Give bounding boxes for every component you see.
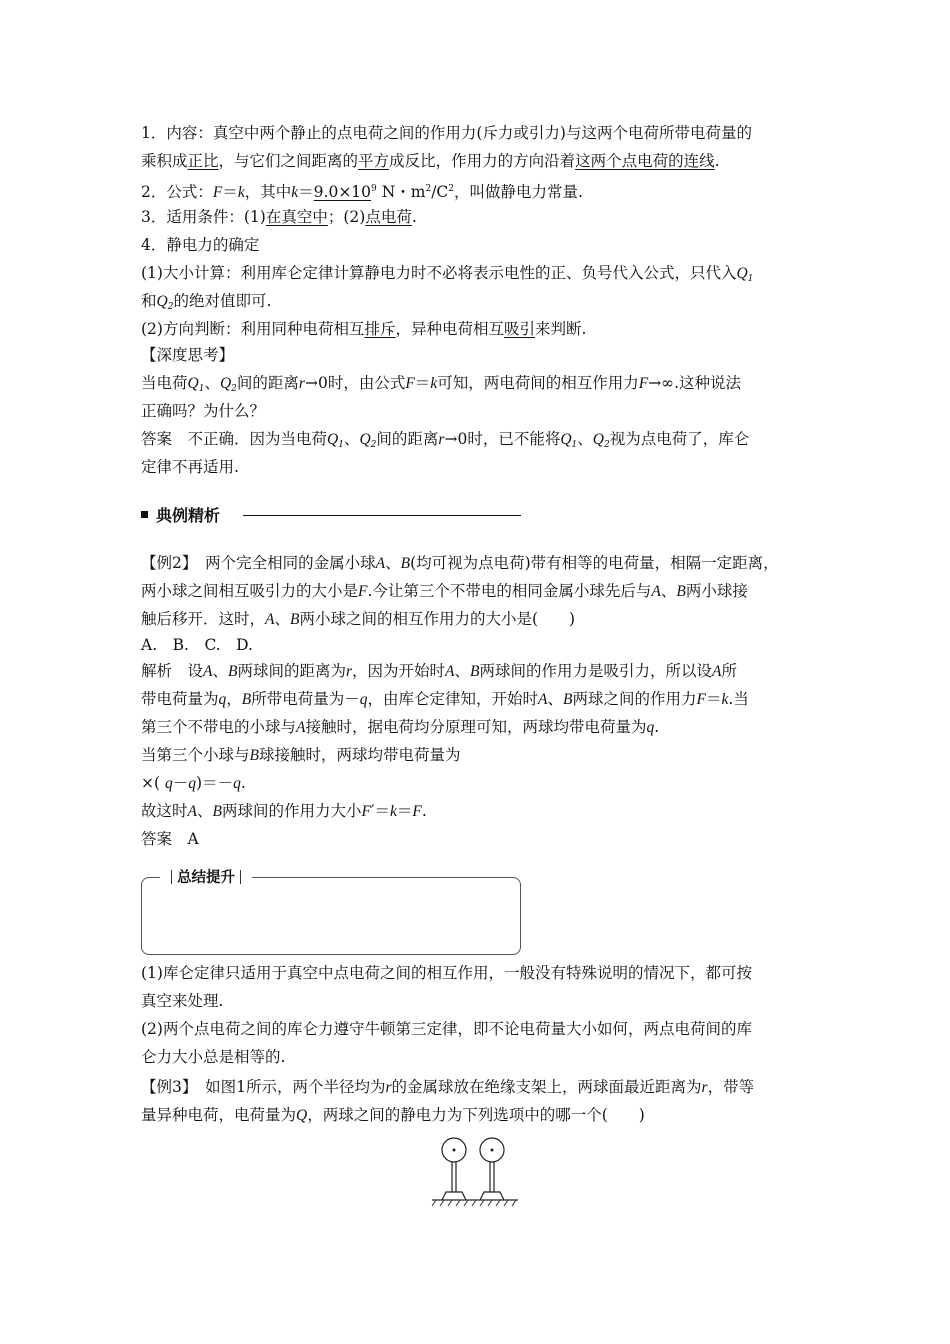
conditions-line: 3．适用条件：(1)在真空中；(2)点电荷.	[141, 208, 417, 226]
example3-line-2: 量异种电荷，电荷量为Q，两球之间的静电力为下列选项中的哪一个( )	[141, 1106, 645, 1124]
content-line-1: 1．内容：真空中两个静止的点电荷之间的作用力(斥力或引力)与这两个电荷所带电荷量的	[141, 124, 752, 142]
blank-answer: 9.0×10	[313, 183, 372, 201]
summary-point-2a: (2)两个点电荷之间的库仑力遵守牛顿第三定律，即不论电荷量大小如何，两点电荷间的库	[141, 1020, 752, 1038]
blank-answer: 吸引	[504, 320, 536, 338]
solution-line-1: 解析 设A、B两球间的距离为r，因为开始时A、B两球间的作用力是吸引力，所以设A所	[141, 662, 737, 680]
title-bar-icon	[171, 870, 172, 884]
example3-line-1: 【例3】 如图1所示，两个半径均为r的金属球放在绝缘支架上，两球面最近距离为r，带等	[141, 1078, 755, 1096]
blank-answer: 在真空中	[265, 208, 328, 226]
blank-answer: 排斥	[364, 320, 396, 338]
example2-line-3: 触后移开．这时，A、B两小球之间的相互作用力的大小是( )	[141, 610, 576, 628]
content-line-8: (2)方向判断：利用同种电荷相互排斥，异种电荷相互吸引来判断.	[141, 320, 587, 338]
example2-line-2: 两小球之间相互吸引力的大小是F.今让第三个不带电的相同金属小球先后与A、B两小球接	[141, 582, 748, 600]
solution-line-3: 第三个不带电的小球与A接触时，据电荷均分原理可知，两球均带电荷量为q.	[141, 718, 660, 736]
summary-box	[141, 877, 521, 955]
think-answer-1: 答案 不正确．因为当电荷$Q_1$、$Q_2$间的距离r→0时，已不能将$Q_1$、$Q_2$视为点电荷了，库仑	[141, 430, 750, 450]
summary-point-1b: 真空来处理.	[141, 992, 224, 1010]
blank-answer: 平方	[358, 152, 390, 170]
right-stand	[480, 1192, 504, 1200]
title-bar-icon	[240, 870, 241, 884]
content-line-2: 乘积成正比，与它们之间距离的平方成反比，作用力的方向沿着这两个点电荷的连线.	[141, 152, 720, 170]
blank-answer: 这两个点电荷的连线	[575, 152, 715, 170]
content-line-5: 4．静电力的确定	[141, 236, 260, 254]
solution-line-2: 带电荷量为q，B所带电荷量为－q，由库仑定律知，开始时A、B两球之间的作用力F＝k.当	[141, 690, 749, 708]
think-question-1: 当电荷$Q_1$、$Q_2$间的距离r→0时，由公式F＝k可知，两电荷间的相互作用力F→∞.这种说法	[141, 374, 742, 394]
think-answer-2: 定律不再适用.	[141, 458, 239, 476]
solution-line-6: 故这时A、B两球间的作用力大小F′＝k＝F.	[141, 802, 427, 820]
square-bullet-icon	[141, 511, 148, 518]
example2-options: A. B. C. D.	[141, 636, 253, 654]
example2-line-1: 【例2】 两个完全相同的金属小球A、B(均可视为点电荷)带有相等的电荷量，相隔一定距离，	[141, 554, 779, 572]
think-title: 【深度思考】	[141, 346, 235, 364]
blank-answer: 点电荷	[365, 208, 412, 226]
solution-line-4: 当第三个小球与B球接触时，两球均带电荷量为	[141, 746, 461, 764]
summary-point-1a: (1)库仑定律只适用于真空中点电荷之间的相互作用，一般没有特殊说明的情况下，都可按	[141, 964, 752, 982]
heading-rule	[243, 515, 521, 516]
formula-line: 2．公式：F＝k，其中$k=9.0\times 10^9$ N・$m^2/C^2$，叫做静电力常量.	[141, 183, 583, 201]
think-question-2: 正确吗？为什么？	[141, 402, 266, 420]
summary-point-2b: 仑力大小总是相等的.	[141, 1048, 286, 1066]
content-line-7: 和$Q_2$的绝对值即可.	[141, 292, 272, 312]
section-heading: 典例精析	[141, 506, 220, 526]
content-line-6: (1)大小计算：利用库仑定律计算静电力时不必将表示电性的正、负号代入公式，只代入$Q_1$	[141, 264, 754, 284]
example2-answer: 答案 A	[141, 830, 199, 848]
blank-answer: 正比	[187, 152, 219, 170]
solution-line-5: ×( q－q)＝－q.	[141, 774, 246, 792]
left-stand	[442, 1192, 466, 1200]
summary-title: 总结提升	[160, 868, 252, 888]
figure-two-spheres	[428, 1134, 524, 1210]
